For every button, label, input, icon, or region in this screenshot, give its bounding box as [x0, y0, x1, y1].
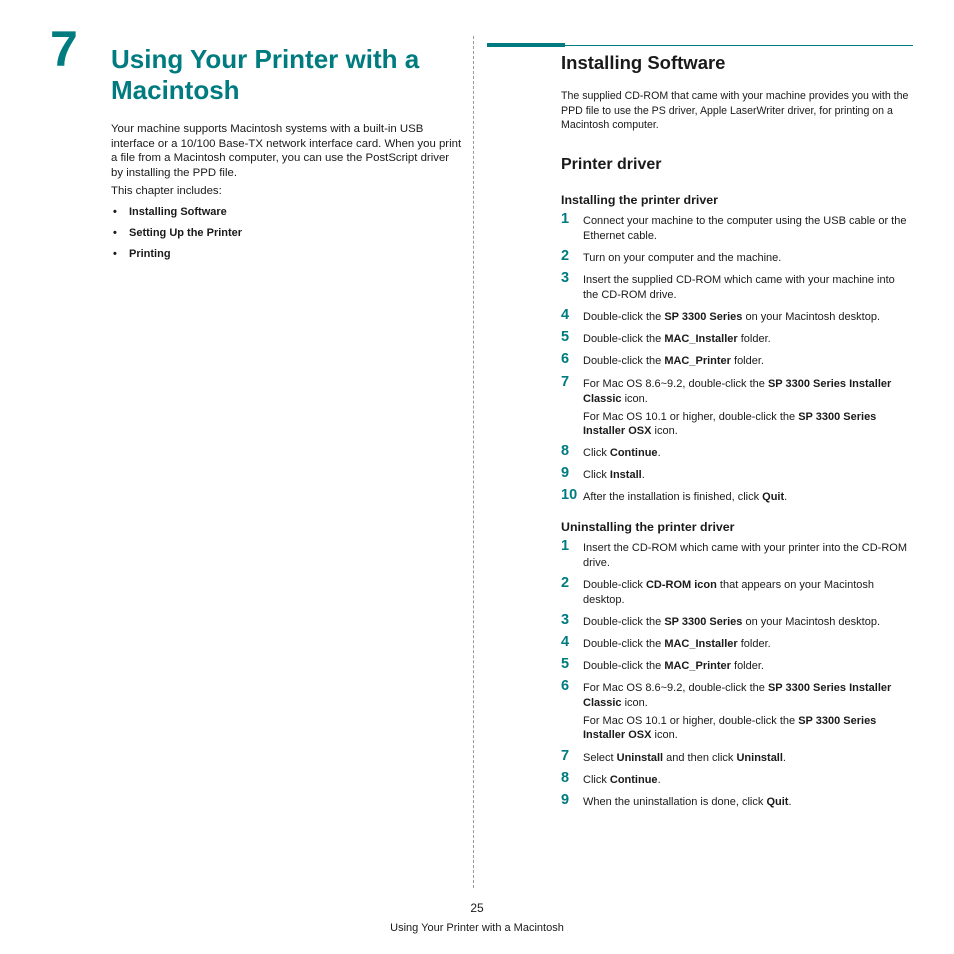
procedure-step	[561, 678, 913, 746]
bold-term: MAC_Printer	[664, 355, 731, 367]
footer-title: Using Your Printer with a Macintosh	[390, 922, 564, 934]
text-run: Double-click	[583, 579, 646, 591]
step-number: 5	[561, 329, 570, 345]
section-title: Installing Software	[561, 52, 726, 73]
step-text	[583, 410, 913, 439]
text-run: Click	[583, 774, 610, 786]
bold-term: Uninstall	[736, 752, 783, 764]
step-text	[583, 637, 913, 652]
text-run: Click	[583, 469, 610, 481]
procedure-step	[561, 374, 913, 442]
step-text	[583, 773, 913, 788]
bold-term: MAC_Installer	[664, 333, 738, 345]
procedure-step	[561, 656, 913, 677]
chapter-include-item[interactable]	[111, 205, 451, 226]
step-number: 10	[561, 487, 578, 503]
text-run: Double-click the	[583, 311, 665, 323]
procedure-step	[561, 248, 913, 269]
procedure-step	[561, 351, 913, 372]
bold-term: SP 3300 Series Installer Classic	[583, 378, 892, 405]
text-run: For Mac OS 10.1 or higher, double-click the	[583, 714, 799, 727]
text-run: Click	[583, 447, 610, 459]
text-run: Connect your machine to the computer using the USB cable or the Ethernet cable.	[583, 215, 907, 242]
text-run: Double-click the	[583, 333, 665, 345]
bullet-icon: •	[113, 248, 117, 260]
uninstall-procedure-title: Uninstalling the printer driver	[561, 520, 735, 534]
step-text	[583, 377, 913, 406]
step-text	[583, 659, 913, 674]
step-text	[583, 310, 913, 325]
chapter-include-label: Installing Software	[129, 206, 227, 218]
chapter-includes-list	[111, 205, 451, 268]
bold-term: SP 3300 Series	[664, 311, 743, 323]
step-text	[583, 578, 913, 607]
text-run: folder.	[730, 660, 764, 672]
text-run: For Mac OS 10.1 or higher, double-click the	[583, 410, 799, 423]
bold-term: SP 3300 Series Installer OSX	[583, 410, 877, 438]
step-text	[583, 468, 913, 483]
step-number: 4	[561, 307, 570, 323]
procedure-step	[561, 487, 913, 508]
intro-paragraph	[111, 184, 463, 199]
text-run: For Mac OS 8.6~9.2, double-click the	[583, 378, 768, 390]
step-text	[583, 751, 913, 766]
step-text	[583, 354, 913, 369]
step-text	[583, 446, 913, 461]
bold-term: Quit	[766, 796, 789, 808]
text-run: on your Macintosh desktop.	[742, 616, 880, 628]
text-run: For Mac OS 8.6~9.2, double-click the	[583, 682, 768, 694]
step-number: 7	[561, 374, 570, 390]
bold-term: Continue	[609, 774, 658, 786]
procedure-step	[561, 792, 913, 813]
text-run: .	[784, 491, 788, 503]
step-number: 9	[561, 792, 570, 808]
procedure-step	[561, 443, 913, 464]
text-run: on your Macintosh desktop.	[742, 311, 880, 323]
procedure-step	[561, 538, 913, 574]
chapter-include-item[interactable]	[111, 247, 451, 268]
section-rule	[565, 45, 913, 46]
step-text	[583, 332, 913, 347]
bold-term: Continue	[609, 447, 658, 459]
text-run: Turn on your computer and the machine.	[583, 252, 782, 264]
procedure-step	[561, 307, 913, 328]
chapter-include-item[interactable]	[111, 226, 451, 247]
text-run: Your machine supports Macintosh systems with a built-in USB interface or a 10/100 Base-TX network interface card. When you print a file from a Macintosh computer, you can use the PostScript driver by installing the PPD file.	[111, 123, 462, 179]
subsection-title: Printer driver	[561, 156, 662, 173]
text-run: Double-click the	[583, 355, 665, 367]
procedure-step	[561, 465, 913, 486]
text-run: and then click	[663, 752, 737, 764]
step-number: 3	[561, 612, 570, 628]
step-number: 4	[561, 634, 570, 650]
text-run: When the uninstallation is done, click	[583, 796, 767, 808]
text-run: Select	[583, 752, 617, 764]
step-text	[583, 541, 913, 570]
step-text	[583, 681, 913, 710]
text-run: Insert the CD-ROM which came with your printer into the CD-ROM drive.	[583, 542, 907, 569]
step-number: 2	[561, 575, 570, 591]
procedure-step	[561, 329, 913, 350]
text-run: that appears on your Macintosh desktop.	[583, 579, 875, 606]
step-number: 6	[561, 678, 570, 694]
bullet-icon: •	[113, 227, 117, 239]
section-rule-accent	[487, 43, 565, 47]
bold-term: CD-ROM icon	[645, 579, 717, 591]
bold-term: MAC_Installer	[664, 638, 738, 650]
text-run: Double-click the	[583, 660, 665, 672]
bold-term: SP 3300 Series	[664, 616, 743, 628]
step-number: 1	[561, 538, 570, 554]
chapter-include-label: Printing	[129, 248, 171, 260]
step-number: 7	[561, 748, 570, 764]
bold-term: SP 3300 Series Installer Classic	[583, 682, 892, 709]
page-number: 25	[470, 901, 484, 915]
step-text	[583, 714, 913, 743]
bold-term: SP 3300 Series Installer OSX	[583, 714, 877, 742]
procedure-step	[561, 634, 913, 655]
step-text	[583, 251, 913, 266]
chapter-title: Using Your Printer with a Macintosh	[111, 44, 420, 105]
step-number: 5	[561, 656, 570, 672]
step-number: 1	[561, 211, 570, 227]
step-text	[583, 214, 913, 243]
procedure-step	[561, 612, 913, 633]
bullet-icon: •	[113, 206, 117, 218]
column-divider	[473, 36, 474, 888]
step-number: 9	[561, 465, 570, 481]
text-run: .	[788, 796, 792, 808]
chapter-intro	[111, 122, 463, 203]
chapter-number: 7	[50, 21, 78, 77]
text-run: icon.	[621, 696, 648, 709]
text-run: folder.	[730, 355, 764, 367]
bold-term: Install	[609, 469, 642, 481]
procedure-step	[561, 770, 913, 791]
text-run: Insert the supplied CD-ROM which came with your machine into the CD-ROM drive.	[583, 274, 895, 301]
procedure-step	[561, 270, 913, 306]
text-run: .	[657, 774, 661, 786]
step-number: 3	[561, 270, 570, 286]
step-number: 2	[561, 248, 570, 264]
step-number: 8	[561, 770, 570, 786]
install-procedure-title: Installing the printer driver	[561, 193, 718, 207]
text-run: .	[641, 469, 645, 481]
step-text	[583, 490, 913, 505]
text-run: .	[782, 752, 786, 764]
text-run: After the installation is finished, click	[583, 491, 763, 503]
step-text	[583, 615, 913, 630]
step-number: 8	[561, 443, 570, 459]
intro-paragraph	[111, 122, 463, 180]
step-text	[583, 795, 913, 810]
step-text	[583, 273, 913, 302]
step-number: 6	[561, 351, 570, 367]
procedure-step	[561, 575, 913, 611]
text-run: folder.	[737, 333, 771, 345]
chapter-include-label: Setting Up the Printer	[129, 227, 243, 239]
text-run: icon.	[651, 425, 678, 438]
bold-term: MAC_Printer	[664, 660, 731, 672]
bold-term: Quit	[762, 491, 785, 503]
text-run: This chapter includes:	[111, 185, 222, 198]
text-run: .	[657, 447, 661, 459]
text-run: icon.	[651, 729, 678, 742]
bold-term: Uninstall	[616, 752, 664, 764]
procedure-step	[561, 748, 913, 769]
text-run: Double-click the	[583, 638, 665, 650]
procedure-step	[561, 211, 913, 247]
text-run: icon.	[621, 392, 648, 405]
section-intro: The supplied CD-ROM that came with your machine provides you with the PPD file to use the PS driver, Apple LaserWriter driver, for printing on a Macintosh computer.	[561, 90, 909, 131]
text-run: Double-click the	[583, 616, 665, 628]
text-run: folder.	[737, 638, 771, 650]
